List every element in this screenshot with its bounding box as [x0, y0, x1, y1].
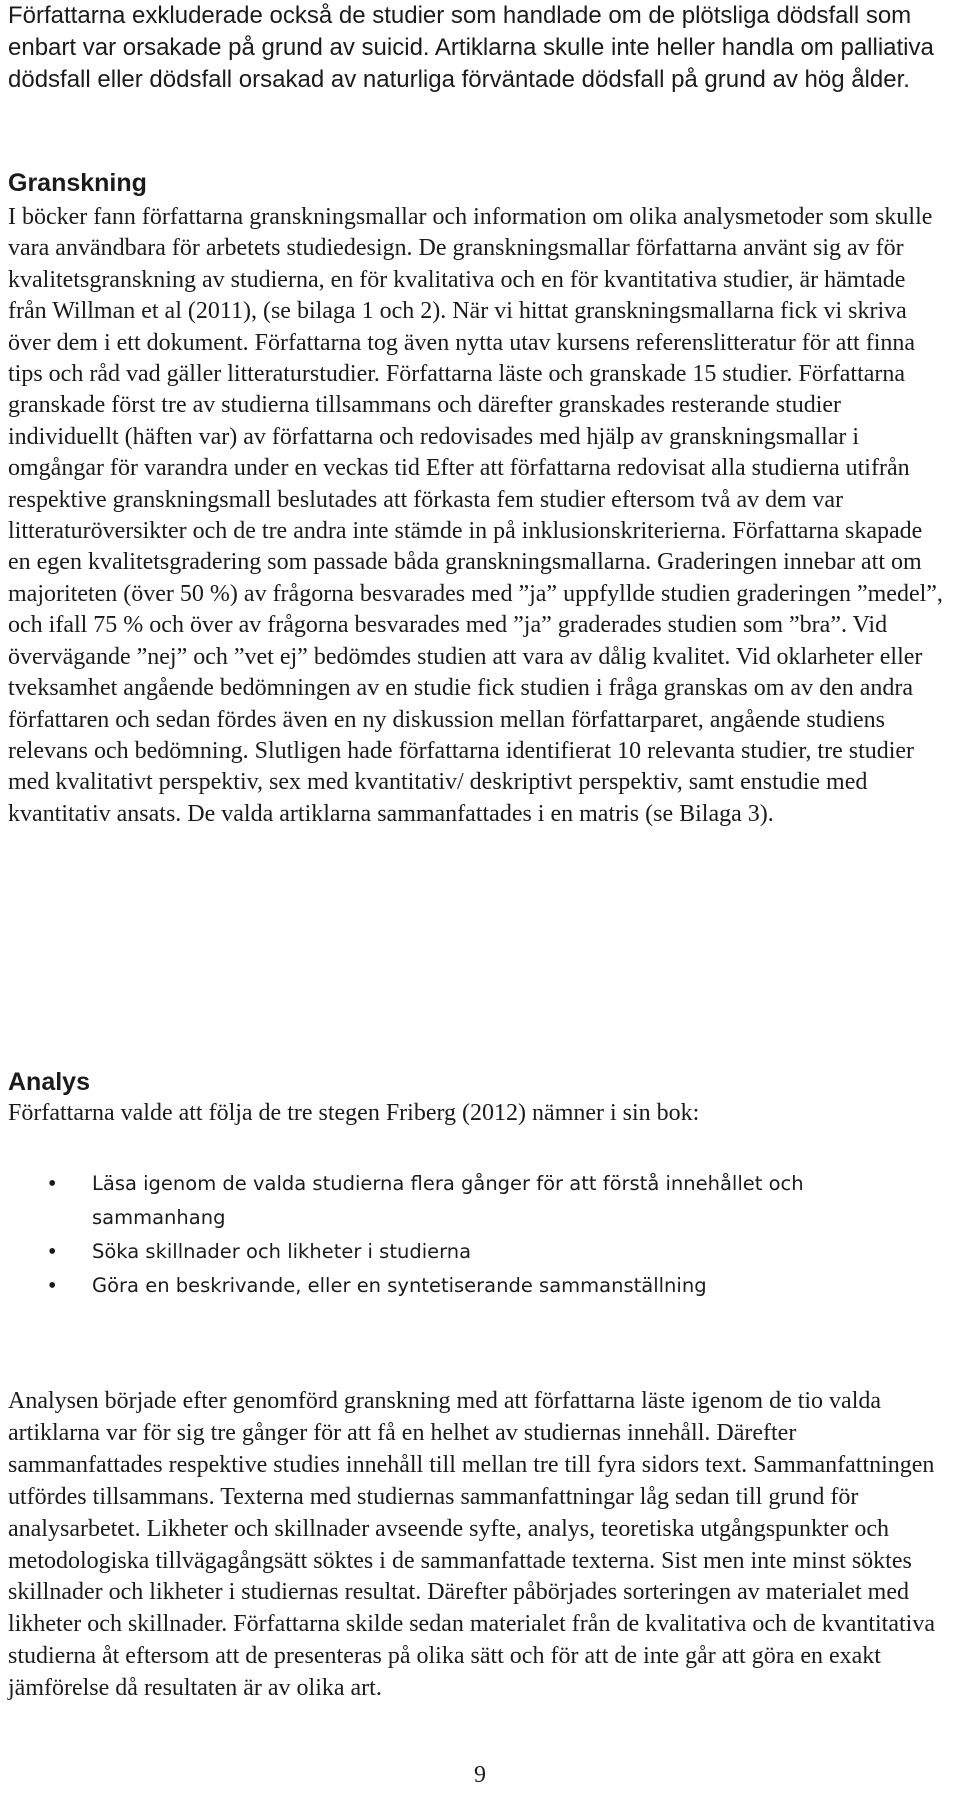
intro-paragraph: Författarna exkluderade också de studier som handlade om de plötsliga dödsfall som enbart var orsakade på grund av suicid. Artiklarna skulle inte heller handla om palliativa dödsfall eller dödsfall orsakad av naturliga förväntade dödsfall på grund av hög ålder. [8, 2, 934, 93]
section-heading-granskning: Granskning [8, 169, 147, 197]
list-item-text: Göra en beskrivande, eller en syntetiserande sammanställning [92, 1274, 707, 1297]
analysis-steps-list [0, 1167, 940, 1303]
list-item-text: Läsa igenom de valda studierna flera gånger för att förstå innehållet och sammanhang [92, 1172, 804, 1229]
list-item-text: Söka skillnader och likheter i studierna [92, 1240, 472, 1263]
section-heading-analys: Analys [8, 1068, 90, 1096]
bullet-icon: • [48, 1239, 57, 1265]
list-item [0, 1167, 892, 1235]
list-item [0, 1269, 892, 1303]
analys-body-paragraph: Analysen började efter genomförd granskning med att författarna läste igenom de tio valda artiklarna var för sig tre gånger för att få en helhet av studiernas innehåll. Därefter sammanfattades respektive studies innehåll till mellan tre till fyra sidors text. Sammanfattningen utfördes tillsammans. Texterna med studiernas sammanfattningar låg sedan till grund för analysarbetet. Likheter och skillnader avseende syfte, analys, teoretiska utgångspunkter och metodologiska tillvägagångsätt söktes i de sammanfattade texterna. Sist men inte minst söktes skillnader och likheter i studiernas resultat. Därefter påbörjades sorteringen av materialet med likheter och skillnader. Författarna skilde sedan materialet från de kvalitativa och de kvantitativa studierna åt eftersom att de presenteras på olika sätt och för att de inte går att göra en exakt jämförelse då resultaten är av olika art. [8, 1388, 935, 1702]
bullet-icon: • [48, 1273, 57, 1299]
page-number: 9 [474, 1762, 486, 1788]
list-item [0, 1235, 892, 1269]
bullet-icon: • [48, 1171, 57, 1197]
granskning-paragraph: I böcker fann författarna granskningsmallar och information om olika analysmetoder som skulle vara användbara för arbetets studiedesign. De granskningsmallar författarna använt sig av för kvalitetsgranskning av studierna, en för kvalitativa och en för kvantitativa studier, är hämtade från Willman et al (2011), (se bilaga 1 och 2). När vi hittat granskningsmallarna fick vi skriva över dem i ett dokument. Författarna tog även nytta utav kursens referenslitteratur för att finna tips och råd vad gäller litteraturstudier. Författarna läste och granskade 15 studier. Författarna granskade först tre av studierna tillsammans och därefter granskades resterande studier individuellt (häften var) av författarna och redovisades med hjälp av granskningsmallar i omgångar för varandra under en veckas tid Efter att författarna redovisat alla studierna utifrån respektive granskningsmall beslutades att förkasta fem studier eftersom två av dem var litteraturöversikter och de tre andra inte stämde in på inklusionskriterierna. Författarna skapade en egen kvalitetsgradering som passade båda granskningsmallarna. Graderingen innebar att om majoriteten (över 50 %) av frågorna besvarades med ”ja” uppfyllde studien graderingen ”medel”, och ifall 75 % och över av frågorna besvarades med ”ja” graderades studien som ”bra”. Vid övervägande ”nej” och ”vet ej” bedömdes studien att vara av dålig kvalitet. Vid oklarheter eller tveksamhet angående bedömningen av en studie fick studien i fråga granskas om av den andra författaren och sedan fördes även en ny diskussion mellan författarparet, angående studiens relevans och bedömning. Slutligen hade författarna identifierat 10 relevanta studier, tre studier med kvalitativt perspektiv, sex med kvantitativ/ deskriptivt perspektiv, samt enstudie med kvantitativ ansats. De valda artiklarna sammanfattades i en matris (se Bilaga 3). [8, 204, 943, 827]
analys-intro-paragraph: Författarna valde att följa de tre stegen Friberg (2012) nämner i sin bok: [8, 1100, 700, 1126]
